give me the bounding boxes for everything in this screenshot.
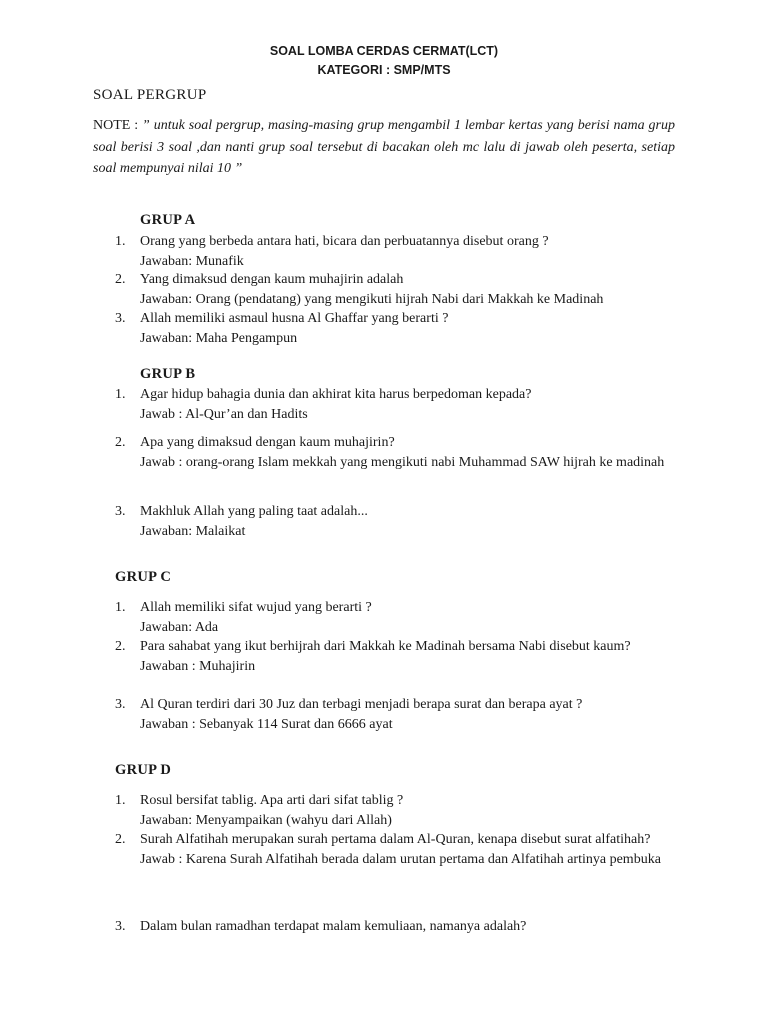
question-item — [115, 637, 675, 676]
question-text: Para sahabat yang ikut berhijrah dari Makkah ke Madinah bersama Nabi disebut kaum? — [140, 639, 631, 654]
question-text: Agar hidup bahagia dunia dan akhirat kita harus berpedoman kepada? — [140, 387, 532, 402]
answer-text: Jawab : Karena Surah Alfatihah berada dalam urutan pertama dan Alfatihah artinya pembuka — [140, 851, 661, 867]
answer-text: Jawaban : Muhajirin — [140, 658, 256, 674]
question-item — [115, 502, 675, 541]
question-number: 1. — [115, 234, 126, 249]
answer-text: Jawaban: Orang (pendatang) yang mengikuti hijrah Nabi dari Makkah ke Madinah — [140, 291, 604, 307]
group-title-d: GRUP D — [115, 762, 172, 778]
answer-text: Jawaban: Malaikat — [140, 523, 246, 539]
question-item — [115, 598, 675, 637]
answer-text: Jawab : Al-Qur’an dan Hadits — [140, 406, 308, 422]
section-title: SOAL PERGRUP — [93, 87, 207, 103]
question-text: Allah memiliki asmaul husna Al Ghaffar yang berarti ? — [140, 311, 449, 326]
question-item — [115, 309, 675, 348]
question-number: 1. — [115, 387, 126, 402]
question-number: 3. — [115, 919, 126, 934]
answer-text: Jawab : orang-orang Islam mekkah yang mengikuti nabi Muhammad SAW hijrah ke madinah — [140, 454, 665, 470]
question-number: 1. — [115, 600, 126, 615]
question-item — [115, 385, 675, 424]
question-number: 2. — [115, 435, 126, 450]
answer-text: Jawaban: Ada — [140, 619, 219, 635]
answer-text: Jawaban : Sebanyak 114 Surat dan 6666 ayat — [140, 716, 393, 732]
question-number: 3. — [115, 504, 126, 519]
question-number: 2. — [115, 639, 126, 654]
group-title-a: GRUP A — [140, 212, 196, 228]
question-number: 2. — [115, 832, 126, 847]
question-item — [115, 830, 675, 869]
question-text: Apa yang dimaksud dengan kaum muhajirin? — [140, 435, 395, 450]
note-text: ” untuk soal pergrup, masing-masing grup mengambil 1 lembar kertas yang berisi nama grup soal berisi 3 soal ,dan nanti grup soal tersebut di bacakan oleh mc lalu di jawab oleh peserta, setiap soal mempunyai nilai 10 ” — [93, 118, 676, 176]
question-number: 3. — [115, 697, 126, 712]
answer-text: Jawaban: Menyampaikan (wahyu dari Allah) — [140, 812, 392, 828]
question-item — [115, 791, 675, 830]
document-title: SOAL LOMBA CERDAS CERMAT(LCT) — [269, 44, 499, 58]
question-number: 1. — [115, 793, 126, 808]
question-number: 2. — [115, 272, 126, 287]
question-item — [115, 917, 675, 937]
question-text: Surah Alfatihah merupakan surah pertama dalam Al-Quran, kenapa disebut surat alfatihah? — [140, 832, 651, 847]
question-number: 3. — [115, 311, 126, 326]
question-item — [115, 695, 675, 734]
document-category: KATEGORI : SMP/MTS — [317, 63, 451, 77]
group-title-b: GRUP B — [140, 366, 196, 382]
question-item — [115, 232, 675, 271]
question-text: Rosul bersifat tablig. Apa arti dari sifat tablig ? — [140, 793, 404, 808]
question-item — [115, 433, 675, 472]
answer-text: Jawaban: Munafik — [140, 253, 244, 269]
question-text: Yang dimaksud dengan kaum muhajirin adalah — [140, 272, 404, 287]
question-text: Dalam bulan ramadhan terdapat malam kemuliaan, namanya adalah? — [140, 919, 527, 934]
note-label: NOTE : — [93, 118, 143, 133]
group-title-c: GRUP C — [115, 569, 172, 585]
answer-text: Jawaban: Maha Pengampun — [140, 330, 298, 346]
question-item — [115, 270, 675, 309]
note-paragraph — [93, 115, 675, 180]
question-text: Allah memiliki sifat wujud yang berarti ? — [140, 600, 372, 615]
question-text: Makhluk Allah yang paling taat adalah... — [140, 504, 368, 519]
question-text: Orang yang berbeda antara hati, bicara dan perbuatannya disebut orang ? — [140, 234, 549, 249]
question-text: Al Quran terdiri dari 30 Juz dan terbagi menjadi berapa surat dan berapa ayat ? — [140, 697, 583, 712]
